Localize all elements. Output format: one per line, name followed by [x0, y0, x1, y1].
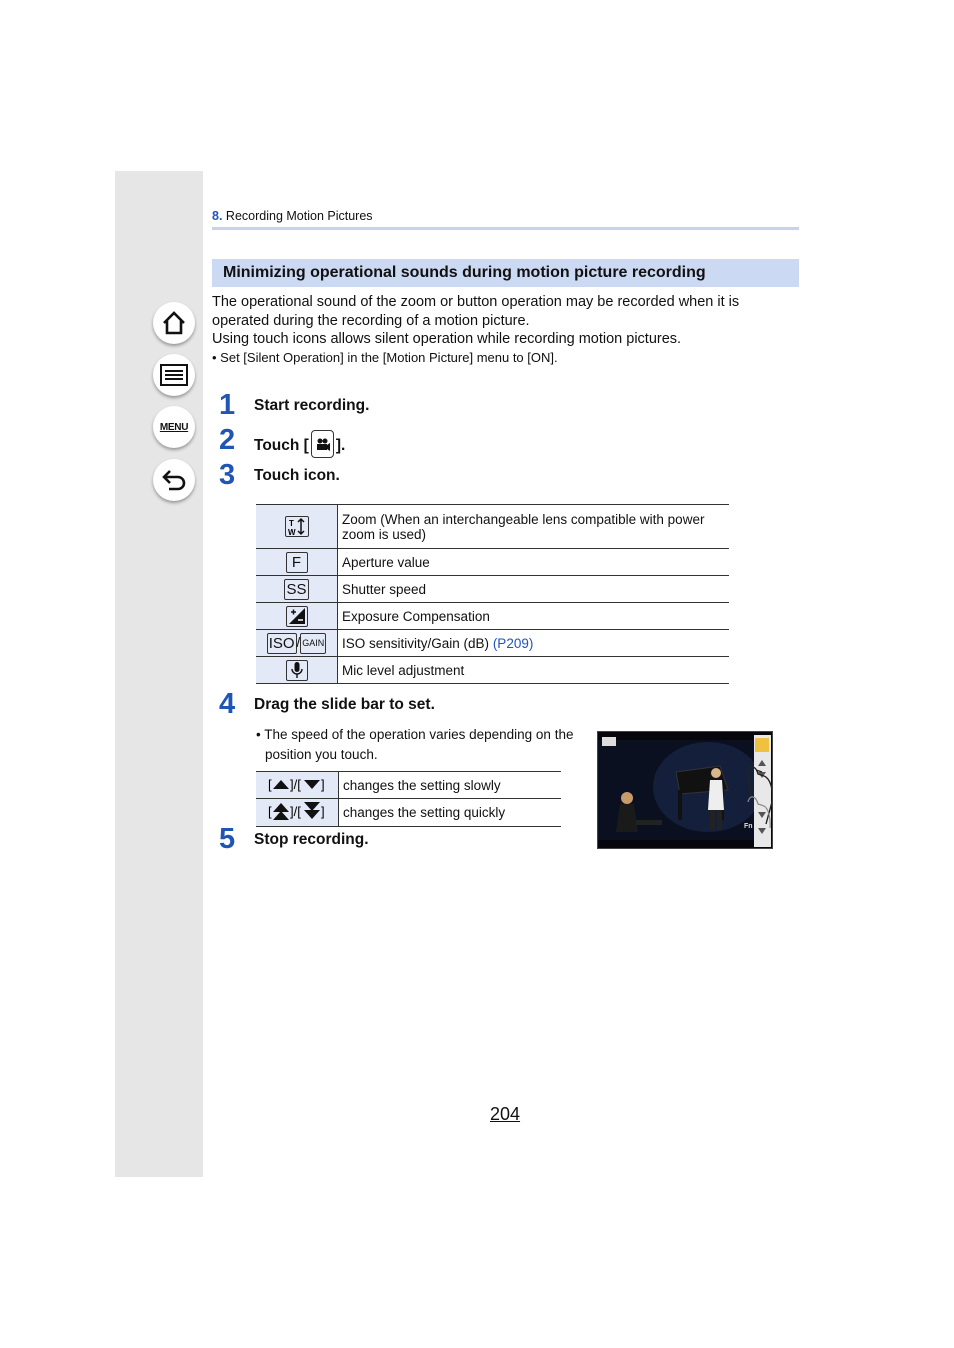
aperture-f-icon: F [286, 552, 308, 573]
table-row [256, 505, 729, 549]
iso-desc: ISO sensitivity/Gain (dB) [342, 635, 490, 651]
svg-text:]: ] [321, 776, 325, 792]
step-5-number: 5 [219, 823, 236, 855]
table-row [256, 576, 729, 603]
gain-icon: GAIN [300, 633, 326, 654]
icon-cell [256, 505, 338, 549]
exposure-slider-icon [755, 738, 769, 752]
step-5-text: Stop recording. [254, 831, 369, 848]
fn-label: Fn [744, 823, 753, 830]
motion-picture-icon [311, 430, 334, 458]
step-2-text [254, 432, 345, 460]
intro-bullet: • Set [Silent Operation] in the [Motion Picture] menu to [ON]. [212, 349, 558, 365]
home-icon [161, 310, 187, 336]
step-2-text-after: ]. [335, 437, 346, 455]
svg-text:[: [ [268, 776, 272, 792]
table-row [256, 630, 729, 657]
step-3-number: 3 [219, 459, 236, 491]
intro-line-2: Using touch icons allows silent operation while recording motion pictures. [212, 331, 682, 347]
table-row [256, 799, 561, 827]
step-1-number: 1 [219, 389, 236, 421]
chapter-divider [212, 227, 799, 230]
step-3-text: Touch icon. [254, 467, 340, 484]
icon-cell [256, 576, 338, 603]
menu-button[interactable] [153, 406, 195, 448]
contents-button[interactable] [153, 354, 195, 396]
fast-desc: changes the setting quickly [339, 799, 562, 827]
shutter-ss-icon: SS [286, 580, 307, 598]
home-button[interactable] [153, 302, 195, 344]
mic-icon [286, 660, 308, 681]
single-arrow-icon [256, 772, 339, 799]
step-2-number: 2 [219, 424, 236, 456]
intro-bullet-text: Set [Silent Operation] in the [Motion Picture] menu to [ON]. [220, 349, 558, 365]
table-row [256, 603, 729, 630]
iso-desc-cell [338, 630, 730, 657]
svg-text:[: [ [268, 804, 272, 819]
svg-text:W: W [287, 528, 296, 536]
step-4-number: 4 [219, 688, 236, 720]
shutter-desc: Shutter speed [338, 576, 730, 603]
exposure-desc: Exposure Compensation [338, 603, 730, 630]
menu-icon: MENU [159, 421, 189, 433]
icon-cell: ISO / GAIN [256, 630, 338, 657]
icon-cell [256, 549, 338, 576]
speed-table [256, 771, 561, 827]
aperture-desc: Aperture value [338, 549, 730, 576]
intro-text [212, 293, 799, 367]
step-4-text: Drag the slide bar to set. [254, 696, 435, 713]
section-heading: Minimizing operational sounds during motion picture recording [212, 259, 799, 287]
chapter-breadcrumb [212, 209, 373, 223]
table-row [256, 657, 729, 684]
chapter-title: Recording Motion Pictures [225, 209, 373, 223]
motion-picture-mode-icon [602, 737, 616, 746]
iso-icon: ISO [268, 634, 295, 652]
page-number: 204 [490, 1104, 521, 1124]
zoom-desc: Zoom (When an interchangeable lens compatible with power zoom is used) [338, 505, 730, 549]
touch-icon-table [256, 504, 729, 684]
mic-desc: Mic level adjustment [338, 657, 730, 684]
return-icon [161, 468, 187, 492]
step-4-note: • The speed of the operation varies depending on the position you touch. [256, 727, 574, 762]
slow-desc: changes the setting slowly [339, 772, 562, 799]
step-4-note-text: The speed of the operation varies depending on the position you touch. [264, 727, 574, 762]
chapter-number: 8. [212, 209, 223, 223]
svg-text:]/[: ]/[ [290, 776, 301, 792]
svg-text:T: T [288, 519, 294, 528]
camera-screen-photo [597, 731, 773, 849]
table-row [256, 549, 729, 576]
back-button[interactable] [153, 459, 195, 501]
svg-text:]/[: ]/[ [290, 804, 301, 819]
table-row [256, 772, 561, 799]
icon-cell [256, 657, 338, 684]
icon-cell [256, 603, 338, 630]
double-arrow-icon [256, 799, 339, 827]
intro-line-1: The operational sound of the zoom or button operation may be recorded when it is operated during the recording of a motion picture. [212, 294, 740, 329]
list-icon [160, 364, 188, 386]
step-2-text-before: Touch [ [254, 437, 309, 455]
svg-text:]: ] [321, 804, 325, 819]
exposure-comp-icon [286, 606, 308, 627]
page-link-p209[interactable]: (P209) [492, 635, 534, 651]
zoom-tw-icon [285, 516, 309, 537]
step-1-text: Start recording. [254, 397, 370, 414]
